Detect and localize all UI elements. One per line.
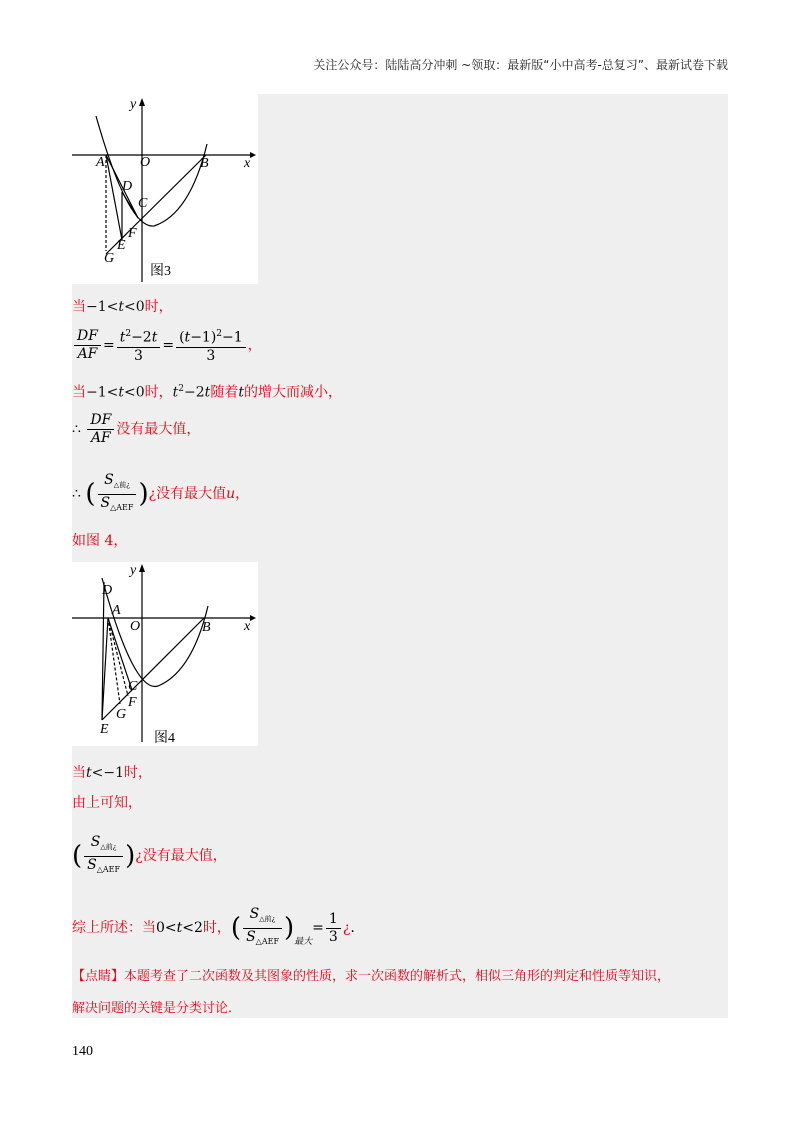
comment-tag: 【点睛】 xyxy=(72,969,125,984)
label-c: C xyxy=(138,196,148,211)
label-x: x xyxy=(244,619,251,634)
segment-ae xyxy=(106,155,122,240)
line-from-above: 由上可知， xyxy=(72,795,142,811)
line-see-figure-4: 如图 4， xyxy=(72,533,128,549)
line-condition-1: 当−1<t<0时， xyxy=(72,299,173,315)
label-y: y xyxy=(130,97,137,112)
parabola xyxy=(102,578,208,687)
figure-3-caption: 图3 xyxy=(150,264,171,279)
line-no-max-area: ∴ ( $\frac{S_{\triangle 前¿}}{S_{\triangle AEF}}$ )¿没有最大值u， xyxy=(72,472,250,512)
label-g: G xyxy=(116,707,127,722)
comment-line-2: 解决问题的关键是分类讨论． xyxy=(72,1001,242,1016)
figure-4 xyxy=(72,562,258,746)
label-a: A xyxy=(112,603,121,618)
label-g: G xyxy=(104,251,115,266)
line-bc xyxy=(102,618,204,720)
comment-line-1: 【点睛】本题考查了二次函数及其图象的性质，求一次函数的解析式，相似三角形的判定和性质等知识， xyxy=(72,969,671,984)
label-d: D xyxy=(102,583,113,598)
label-b: B xyxy=(200,156,209,171)
figure-3 xyxy=(72,94,258,284)
page-header: 关注公众号：陆陆高分冲刺 ~领取：最新版“小中高考-总复习”、最新试卷下载 xyxy=(313,58,728,72)
label-o: O xyxy=(130,619,141,634)
line-condition-2: 当t<−1时， xyxy=(72,765,153,781)
line-no-max-ratio: ∴ $\frac{DF}{AF}$ 没有最大值， xyxy=(72,412,201,446)
label-y: y xyxy=(130,563,137,578)
label-c: C xyxy=(128,679,138,694)
label-o: O xyxy=(140,155,151,170)
label-e: E xyxy=(100,722,109,737)
label-f: F xyxy=(128,226,137,241)
label-d: D xyxy=(122,179,133,194)
label-f: F xyxy=(128,695,137,710)
label-a: A xyxy=(96,155,105,170)
line-no-max-area-2: ( $\frac{S_{\triangle 前¿}}{S_{\triangle AEF}}$ )¿没有最大值， xyxy=(72,834,227,874)
line-ratio-expression: $\frac{DF}{AF}$ = $\frac{t^2-2t}{3}$ = $\frac{(t-1)^2-1}{3}$ ， xyxy=(72,326,262,365)
line-conclusion: 综上所述：当0<t<2时，( $\frac{S_{\triangle 前¿}}{S_{\triangle AEF}}$ )$_{最大}=$ $\frac{1}{3}$ ¿. xyxy=(72,906,355,947)
figure-4-caption: 图4 xyxy=(154,731,175,746)
page-number: 140 xyxy=(72,1044,93,1059)
label-b: B xyxy=(202,620,211,635)
label-x: x xyxy=(244,156,251,171)
label-e: E xyxy=(117,238,126,253)
line-monotonic: 当−1<t<0时，$t^2-2t$随着t的增大而减小， xyxy=(72,384,342,401)
